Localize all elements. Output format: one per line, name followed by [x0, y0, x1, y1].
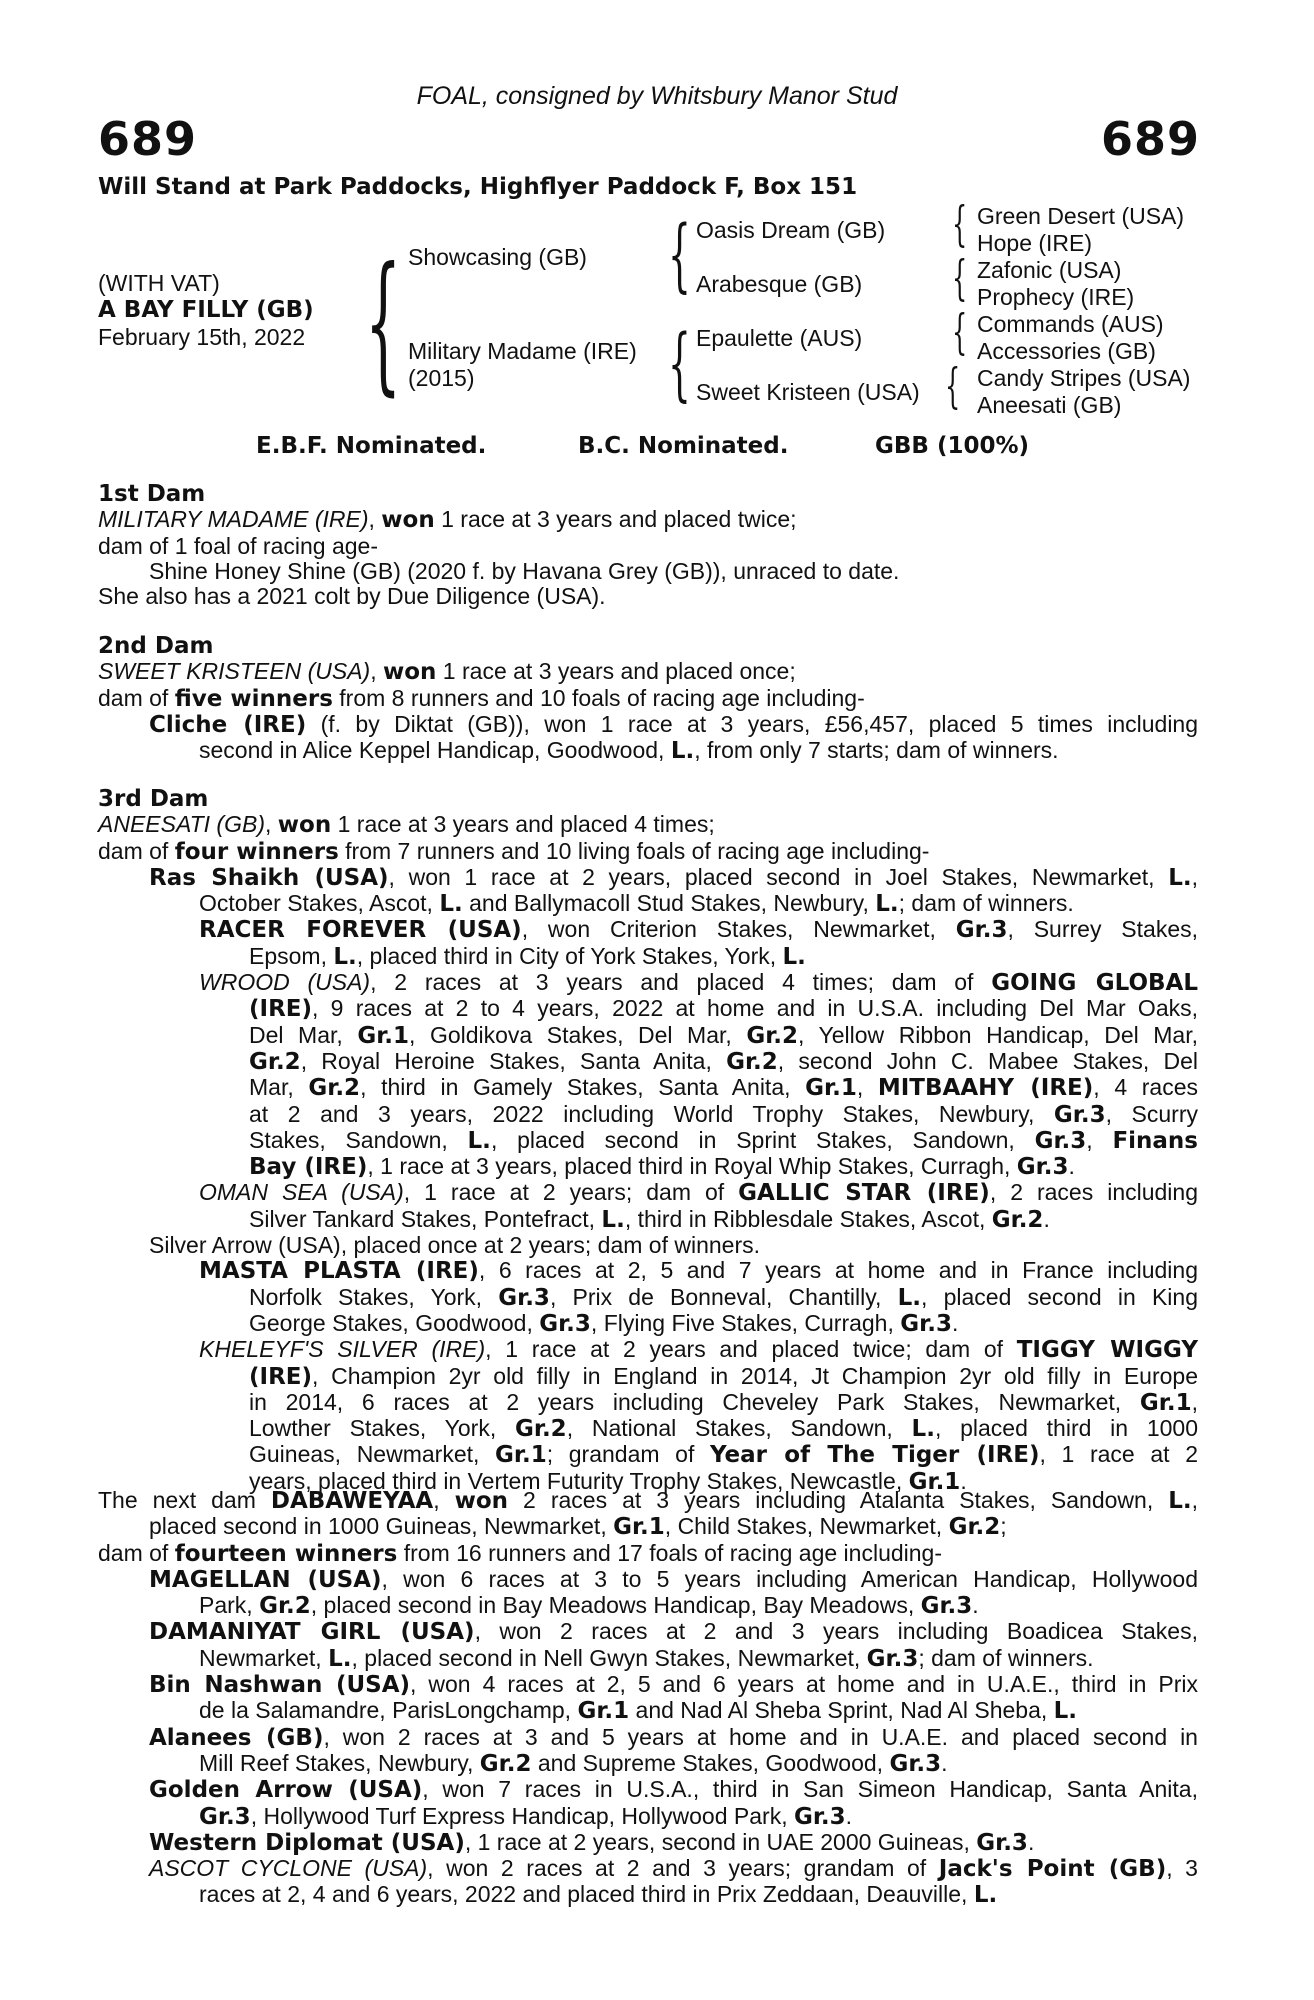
bold-run: Gr.1 — [908, 1468, 961, 1495]
text-run: . — [960, 1467, 967, 1494]
sire-sire: Oasis Dream (GB) — [696, 217, 886, 243]
text-run: , placed third in City of York Stakes, York, — [356, 942, 783, 969]
text-run: , — [1191, 1388, 1198, 1415]
bold-run: Bay (IRE) — [249, 1154, 368, 1181]
bold-run: Gr.2 — [259, 1593, 311, 1620]
next-dam-produce — [98, 1856, 1198, 1882]
third-dam-produce — [98, 1102, 1198, 1128]
text-run: . — [951, 1309, 959, 1336]
text-run: from 16 runners and 17 foals of racing age including- — [397, 1539, 942, 1566]
next-dam-produce — [98, 1882, 1198, 1908]
text-run: Mill Reef Stakes, Newbury, — [199, 1749, 480, 1776]
italic-run: KHELEYF'S SILVER (IRE) — [199, 1336, 486, 1363]
bold-run: Gr.3 — [498, 1284, 550, 1311]
bold-run: Gr.1 — [577, 1698, 630, 1725]
bold-run: L. — [875, 891, 899, 918]
text-run: , 1 race at 2 — [1039, 1441, 1198, 1468]
text-run: from 7 runners and 10 living foals of racing age including- — [338, 837, 930, 864]
third-dam-produce — [98, 865, 1198, 891]
next-dam-produce — [98, 1804, 1198, 1830]
text-run: 2 races at 3 years including Atalanta Stakes, Sandown, — [508, 1487, 1169, 1513]
third-dam-line — [98, 839, 1198, 865]
bold-run: Gr.2 — [515, 1416, 567, 1443]
text-run: ; grandam of — [546, 1441, 711, 1468]
bold-run: Gr.2 — [746, 1022, 798, 1049]
bold-run: won — [454, 1488, 509, 1514]
third-dam-produce — [98, 944, 1198, 970]
bold-run: L. — [328, 1645, 352, 1672]
text-run: , 2 races at 3 years and placed 4 times; dam of — [370, 969, 992, 996]
bold-run: GOING GLOBAL — [991, 970, 1198, 997]
pedigree-table — [0, 0, 1314, 420]
bold-run: Gr.1 — [613, 1514, 665, 1541]
g-brace-4: { — [945, 358, 961, 414]
text-run: , 4 races — [1093, 1074, 1198, 1101]
bold-run: Year of The Tiger (IRE) — [710, 1442, 1040, 1469]
pedigree-brace: { — [365, 236, 402, 410]
bold-run: Gr.3 — [1053, 1101, 1106, 1128]
text-run: , 6 races at 2, 5 and 7 years at home and in France including — [478, 1257, 1198, 1284]
sire-brace: { — [668, 208, 691, 301]
next-dam-produce — [98, 1646, 1198, 1672]
gbb-rating: GBB (100%) — [875, 433, 1030, 459]
text-run: Silver Arrow (USA), placed once at 2 years; dam of winners. — [149, 1232, 761, 1259]
third-dam-produce — [98, 1337, 1198, 1363]
text-run: , won 1 race at 2 years, placed second in Joel Stakes, Newmarket, — [388, 863, 1169, 890]
bold-run: Western Diplomat (USA) — [149, 1829, 465, 1856]
text-run: , Hollywood Turf Express Handicap, Hollywood Park, — [250, 1802, 794, 1829]
next-dam-section — [98, 1488, 1198, 1909]
text-run: , — [856, 1074, 878, 1101]
text-run: ; dam of winners. — [898, 890, 1074, 917]
third-dam-produce — [98, 1180, 1198, 1206]
text-run: She also has a 2021 colt by Due Diligence (USA). — [98, 583, 606, 610]
text-run: , won 4 races at 2, 5 and 6 years at home and in U.A.E., third in Prix — [410, 1671, 1198, 1698]
text-run: , — [265, 811, 278, 838]
third-dam-produce — [98, 1154, 1198, 1180]
bold-run: Golden Arrow (USA) — [149, 1777, 423, 1804]
text-run: , 1 race at 2 years and placed twice; dam of — [485, 1336, 1017, 1363]
third-dam-produce — [98, 917, 1198, 943]
second-dam-produce — [98, 712, 1198, 738]
text-run: , 1 race at 2 years, second in UAE 2000 Guineas, — [464, 1828, 977, 1855]
text-run: . — [845, 1802, 853, 1829]
text-run: , — [1191, 1487, 1199, 1513]
next-dam-produce — [98, 1751, 1198, 1777]
text-run: , placed third in 1000 — [934, 1415, 1199, 1442]
bold-run: (IRE) — [249, 996, 313, 1023]
italic-run: OMAN SEA (USA) — [199, 1179, 404, 1206]
text-run: ; — [1000, 1513, 1007, 1540]
text-run: Del Mar, — [249, 1021, 358, 1048]
third-dam-produce — [98, 1075, 1198, 1101]
bold-run: L. — [1168, 1488, 1192, 1514]
third-dam-produce — [98, 891, 1198, 917]
granddam-line-6: Accessories (GB) — [977, 338, 1156, 364]
foaling-date: February 15th, 2022 — [98, 324, 306, 350]
third-dam-heading: 3rd Dam — [98, 786, 209, 812]
bold-run: Alanees (GB) — [149, 1724, 324, 1751]
third-dam-produce — [98, 1364, 1198, 1390]
text-run: , Champion 2yr old filly in England in 2014, Jt Champion 2yr old filly in Europe — [312, 1362, 1198, 1389]
bold-run: Gr.3 — [900, 1310, 952, 1337]
bold-run: L. — [1053, 1698, 1078, 1725]
bold-run: DABAWEYAA — [270, 1488, 434, 1514]
italic-run: ANEESATI (GB) — [98, 811, 265, 838]
text-run: (f. by Diktat (GB)), won 1 race at 3 years, £56,457, placed 5 times including — [306, 710, 1199, 737]
bold-run: Gr.3 — [793, 1803, 846, 1830]
bold-run: Gr.1 — [805, 1075, 857, 1102]
bold-run: DAMANIYAT GIRL (USA) — [149, 1619, 475, 1646]
bold-run: four winners — [174, 838, 339, 865]
text-run: The next dam — [98, 1487, 271, 1513]
next-dam-produce — [98, 1567, 1198, 1593]
bold-run: Gr.1 — [1139, 1389, 1192, 1416]
next-dam-produce — [98, 1725, 1198, 1751]
text-run: dam of — [98, 1539, 175, 1566]
granddam-line-3: Zafonic (USA) — [977, 257, 1122, 283]
text-run: dam of — [98, 684, 175, 711]
third-dam-produce — [98, 970, 1198, 996]
bold-run: Bin Nashwan (USA) — [149, 1672, 411, 1699]
text-run: in 2014, 6 races at 2 years including Cheveley Park Stakes, Newmarket, — [249, 1388, 1140, 1415]
bold-run: (IRE) — [249, 1363, 313, 1390]
text-run: , Child Stakes, Newmarket, — [664, 1513, 949, 1540]
bold-run: L. — [973, 1882, 998, 1909]
first-dam-produce — [98, 559, 1198, 584]
bold-run: Gr.2 — [948, 1514, 1001, 1541]
text-run: , won 6 races at 3 to 5 years including American Handicap, Hollywood — [381, 1565, 1198, 1592]
bold-run: Gr.1 — [495, 1442, 547, 1469]
text-run: , won 2 races at 3 and 5 years at home and in U.A.E. and placed second in — [323, 1723, 1198, 1750]
bold-run: Cliche (IRE) — [149, 711, 307, 738]
dam-name: Military Madame (IRE) — [408, 338, 637, 364]
bold-run: Finans — [1112, 1127, 1198, 1154]
text-run: Guineas, Newmarket, — [249, 1441, 496, 1468]
bold-run: five winners — [174, 685, 333, 712]
text-run: , — [370, 658, 383, 685]
bold-run: Gr.2 — [479, 1750, 532, 1777]
text-run: , Surrey Stakes, — [1007, 916, 1198, 943]
text-run: , won Criterion Stakes, Newmarket, — [521, 916, 956, 943]
bold-run: Gr.3 — [1016, 1154, 1069, 1181]
text-run: , 1 race at 2 years; dam of — [403, 1179, 739, 1206]
second-dam-line — [98, 659, 1198, 685]
third-dam-produce — [98, 1258, 1198, 1284]
granddam-line-2: Hope (IRE) — [977, 230, 1093, 256]
text-run: , Flying Five Stakes, Curragh, — [590, 1309, 901, 1336]
g-brace-3: { — [952, 304, 968, 360]
bold-run: Gr.3 — [199, 1803, 251, 1830]
third-dam-produce — [98, 1416, 1198, 1442]
granddam-line-1: Green Desert (USA) — [977, 203, 1185, 229]
bold-run: Gr.3 — [1034, 1127, 1087, 1154]
text-run: , Goldikova Stakes, Del Mar, — [409, 1021, 747, 1048]
dam-brace: { — [668, 317, 691, 410]
vat-note: (WITH VAT) — [98, 270, 220, 296]
third-dam-produce — [98, 1390, 1198, 1416]
bold-run: Gr.2 — [726, 1048, 778, 1075]
text-run: Park, — [199, 1592, 260, 1619]
next-dam-produce — [98, 1830, 1198, 1856]
bold-run: Ras Shaikh (USA) — [149, 864, 389, 891]
sire-dam: Arabesque (GB) — [696, 271, 863, 297]
text-run: . — [972, 1592, 979, 1619]
text-run: Shine Honey Shine (GB) (2020 f. by Havana Grey (GB)), unraced to date. — [149, 557, 900, 584]
first-dam-line — [98, 507, 1198, 533]
bold-run: MAGELLAN (USA) — [149, 1566, 382, 1593]
text-run: . — [1043, 1205, 1050, 1232]
bold-run: L. — [1168, 864, 1192, 891]
text-run: Norfolk Stakes, York, — [249, 1283, 499, 1310]
granddam-line-4: Prophecy (IRE) — [977, 284, 1135, 310]
granddam-line-5: Commands (AUS) — [977, 311, 1164, 337]
dam-birth-year: (2015) — [408, 365, 475, 391]
lot-horse-name: A BAY FILLY (GB) — [98, 297, 314, 323]
text-run: , won 2 races at 2 and 3 years including Boadicea Stakes, — [474, 1618, 1198, 1645]
ebf-nomination: E.B.F. Nominated. — [256, 433, 487, 459]
bold-run: Gr.2 — [308, 1075, 361, 1102]
text-run: and Ballymacoll Stud Stakes, Newbury, — [462, 890, 876, 917]
bold-run: Gr.3 — [920, 1593, 973, 1620]
bold-run: won — [381, 507, 435, 534]
italic-run: ASCOT CYCLONE (USA) — [149, 1855, 428, 1882]
text-run: second in Alice Keppel Handicap, Goodwood, — [199, 737, 671, 764]
text-run: , placed second in Bay Meadows Handicap, Bay Meadows, — [310, 1592, 921, 1619]
text-run: Mar, — [249, 1074, 309, 1101]
text-run: , Yellow Ribbon Handicap, Del Mar, — [798, 1021, 1198, 1048]
bold-run: Gr.3 — [955, 917, 1008, 944]
bold-run: Gr.3 — [889, 1750, 942, 1777]
next-dam-produce — [98, 1672, 1198, 1698]
text-run: , won 2 races at 2 and 3 years; grandam of — [427, 1855, 939, 1882]
first-dam-heading: 1st Dam — [98, 481, 206, 507]
text-run: , — [368, 506, 382, 533]
third-dam-produce — [98, 1311, 1198, 1337]
granddam-line-8: Aneesati (GB) — [977, 392, 1122, 418]
text-run: , from only 7 starts; dam of winners. — [694, 737, 1059, 764]
bold-run: won — [277, 812, 332, 839]
lot-number-right: 689 — [1100, 112, 1200, 166]
third-dam-produce — [98, 1128, 1198, 1154]
third-dam-produce — [98, 996, 1198, 1022]
bold-run: MASTA PLASTA (IRE) — [199, 1258, 479, 1285]
third-dam-produce — [98, 1233, 1198, 1258]
next-dam-produce — [98, 1593, 1198, 1619]
sire-name: Showcasing (GB) — [408, 244, 587, 270]
bold-run: L. — [782, 943, 806, 970]
text-run: , — [1191, 863, 1198, 890]
text-run: at 2 and 3 years, 2022 including World Trophy Stakes, Newbury, — [249, 1100, 1054, 1127]
text-run: and Supreme Stakes, Goodwood, — [531, 1749, 890, 1776]
bold-run: MITBAAHY (IRE) — [877, 1075, 1094, 1102]
third-dam-section — [98, 787, 1198, 1495]
text-run: , National Stakes, Sandown, — [566, 1415, 912, 1442]
dam-sire: Epaulette (AUS) — [696, 325, 863, 351]
bold-run: TIGGY WIGGY — [1016, 1337, 1199, 1364]
text-run: , 2 races including — [989, 1179, 1199, 1206]
third-dam-produce — [98, 1023, 1198, 1049]
second-dam-line — [98, 686, 1198, 712]
text-run: , won 7 races in U.S.A., third in San Simeon Handicap, Santa Anita, — [422, 1776, 1198, 1803]
third-dam-produce — [98, 1207, 1198, 1233]
next-dam-line — [98, 1541, 1198, 1567]
text-run: , third in Gamely Stakes, Santa Anita, — [360, 1074, 806, 1101]
bold-run: L. — [911, 1416, 935, 1443]
bold-run: L. — [601, 1206, 625, 1233]
text-run: , 1 race at 3 years, placed third in Royal Whip Stakes, Curragh, — [367, 1153, 1017, 1180]
g-brace-1: { — [952, 196, 968, 252]
text-run: , placed second in Sprint Stakes, Sandown, — [490, 1126, 1035, 1153]
stand-location: Will Stand at Park Paddocks, Highflyer Paddock F, Box 151 — [98, 174, 858, 200]
first-dam-line — [98, 534, 1198, 559]
text-run: , 3 — [1166, 1855, 1198, 1882]
text-run: de la Salamandre, ParisLongchamp, — [199, 1697, 578, 1724]
bold-run: L. — [897, 1284, 922, 1311]
third-dam-produce — [98, 1285, 1198, 1311]
text-run: , placed second in Nell Gwyn Stakes, Newmarket, — [351, 1644, 867, 1671]
bold-run: GALLIC STAR (IRE) — [738, 1180, 990, 1207]
text-run: Silver Tankard Stakes, Pontefract, — [249, 1205, 602, 1232]
bold-run: Gr.3 — [866, 1645, 919, 1672]
bc-nomination: B.C. Nominated. — [578, 433, 789, 459]
bold-run: Gr.1 — [357, 1022, 410, 1049]
first-dam-line — [98, 584, 1198, 609]
text-run: dam of — [98, 837, 175, 864]
next-dam-produce — [98, 1698, 1198, 1724]
text-run: , Scurry — [1105, 1100, 1198, 1127]
third-dam-produce — [98, 1049, 1198, 1075]
third-dam-line — [98, 812, 1198, 838]
italic-run: SWEET KRISTEEN (USA) — [98, 658, 371, 685]
text-run: October Stakes, Ascot, — [199, 890, 440, 917]
text-run: , 9 races at 2 to 4 years, 2022 at home and in U.S.A. including Del Mar Oaks, — [312, 995, 1198, 1022]
italic-run: MILITARY MADAME (IRE) — [98, 506, 369, 533]
consignor-line: FOAL, consigned by Whitsbury Manor Stud — [416, 82, 898, 110]
text-run: placed second in 1000 Guineas, Newmarket, — [149, 1513, 614, 1540]
second-dam-heading: 2nd Dam — [98, 633, 214, 659]
text-run: years, placed third in Vertem Futurity Trophy Stakes, Newcastle, — [249, 1467, 909, 1494]
bold-run: L. — [670, 738, 695, 765]
text-run: , Royal Heroine Stakes, Santa Anita, — [300, 1047, 727, 1074]
first-dam-section — [98, 482, 1198, 609]
bold-run: won — [382, 659, 437, 686]
text-run: , third in Ribblesdale Stakes, Ascot, — [624, 1205, 992, 1232]
text-run: dam of 1 foal of racing age- — [98, 532, 378, 559]
bold-run: Gr.2 — [991, 1206, 1044, 1233]
second-dam-section — [98, 634, 1198, 764]
text-run: . — [1068, 1153, 1075, 1180]
text-run: . — [941, 1749, 948, 1776]
bold-run: Gr.3 — [976, 1829, 1028, 1856]
text-run: George Stakes, Goodwood, — [249, 1309, 540, 1336]
text-run: 1 race at 3 years and placed 4 times; — [331, 811, 715, 838]
text-run: , — [1086, 1126, 1113, 1153]
text-run: Newmarket, — [199, 1644, 329, 1671]
third-dam-produce — [98, 1442, 1198, 1468]
text-run: Stakes, Sandown, — [249, 1126, 468, 1153]
text-run: ; dam of winners. — [918, 1644, 1094, 1671]
bold-run: Gr.2 — [249, 1048, 301, 1075]
text-run: Lowther Stakes, York, — [249, 1415, 515, 1442]
text-run: Epsom, — [249, 942, 334, 969]
dam-dam: Sweet Kristeen (USA) — [696, 379, 920, 405]
lot-number-left: 689 — [98, 112, 198, 166]
text-run: and Nad Al Sheba Sprint, Nad Al Sheba, — [629, 1697, 1054, 1724]
next-dam-line — [98, 1488, 1198, 1514]
bold-run: Jack's Point (GB) — [938, 1856, 1167, 1883]
next-dam-produce — [98, 1619, 1198, 1645]
text-run: races at 2, 4 and 6 years, 2022 and placed third in Prix Zeddaan, Deauville, — [199, 1881, 974, 1908]
text-run: 1 race at 3 years and placed once; — [436, 658, 796, 685]
bold-run: L. — [333, 943, 357, 970]
text-run: , Prix de Bonneval, Chantilly, — [549, 1283, 898, 1310]
granddam-line-7: Candy Stripes (USA) — [977, 365, 1191, 391]
bold-run: fourteen winners — [174, 1540, 398, 1567]
next-dam-line — [98, 1514, 1198, 1540]
text-run: from 8 runners and 10 foals of racing age including- — [332, 684, 865, 711]
text-run: 1 race at 3 years and placed twice; — [434, 506, 797, 533]
g-brace-2: { — [952, 250, 968, 306]
bold-run: Gr.3 — [539, 1310, 591, 1337]
text-run: , placed second in King — [921, 1283, 1198, 1310]
text-run: , — [433, 1487, 455, 1513]
bold-run: L. — [467, 1127, 491, 1154]
bold-run: RACER FOREVER (USA) — [199, 917, 522, 944]
bold-run: L. — [439, 891, 463, 918]
italic-run: WROOD (USA) — [199, 969, 371, 996]
next-dam-produce — [98, 1777, 1198, 1803]
second-dam-produce — [98, 738, 1198, 764]
text-run: , second John C. Mabee Stakes, Del — [777, 1047, 1198, 1074]
text-run: . — [1027, 1828, 1035, 1855]
